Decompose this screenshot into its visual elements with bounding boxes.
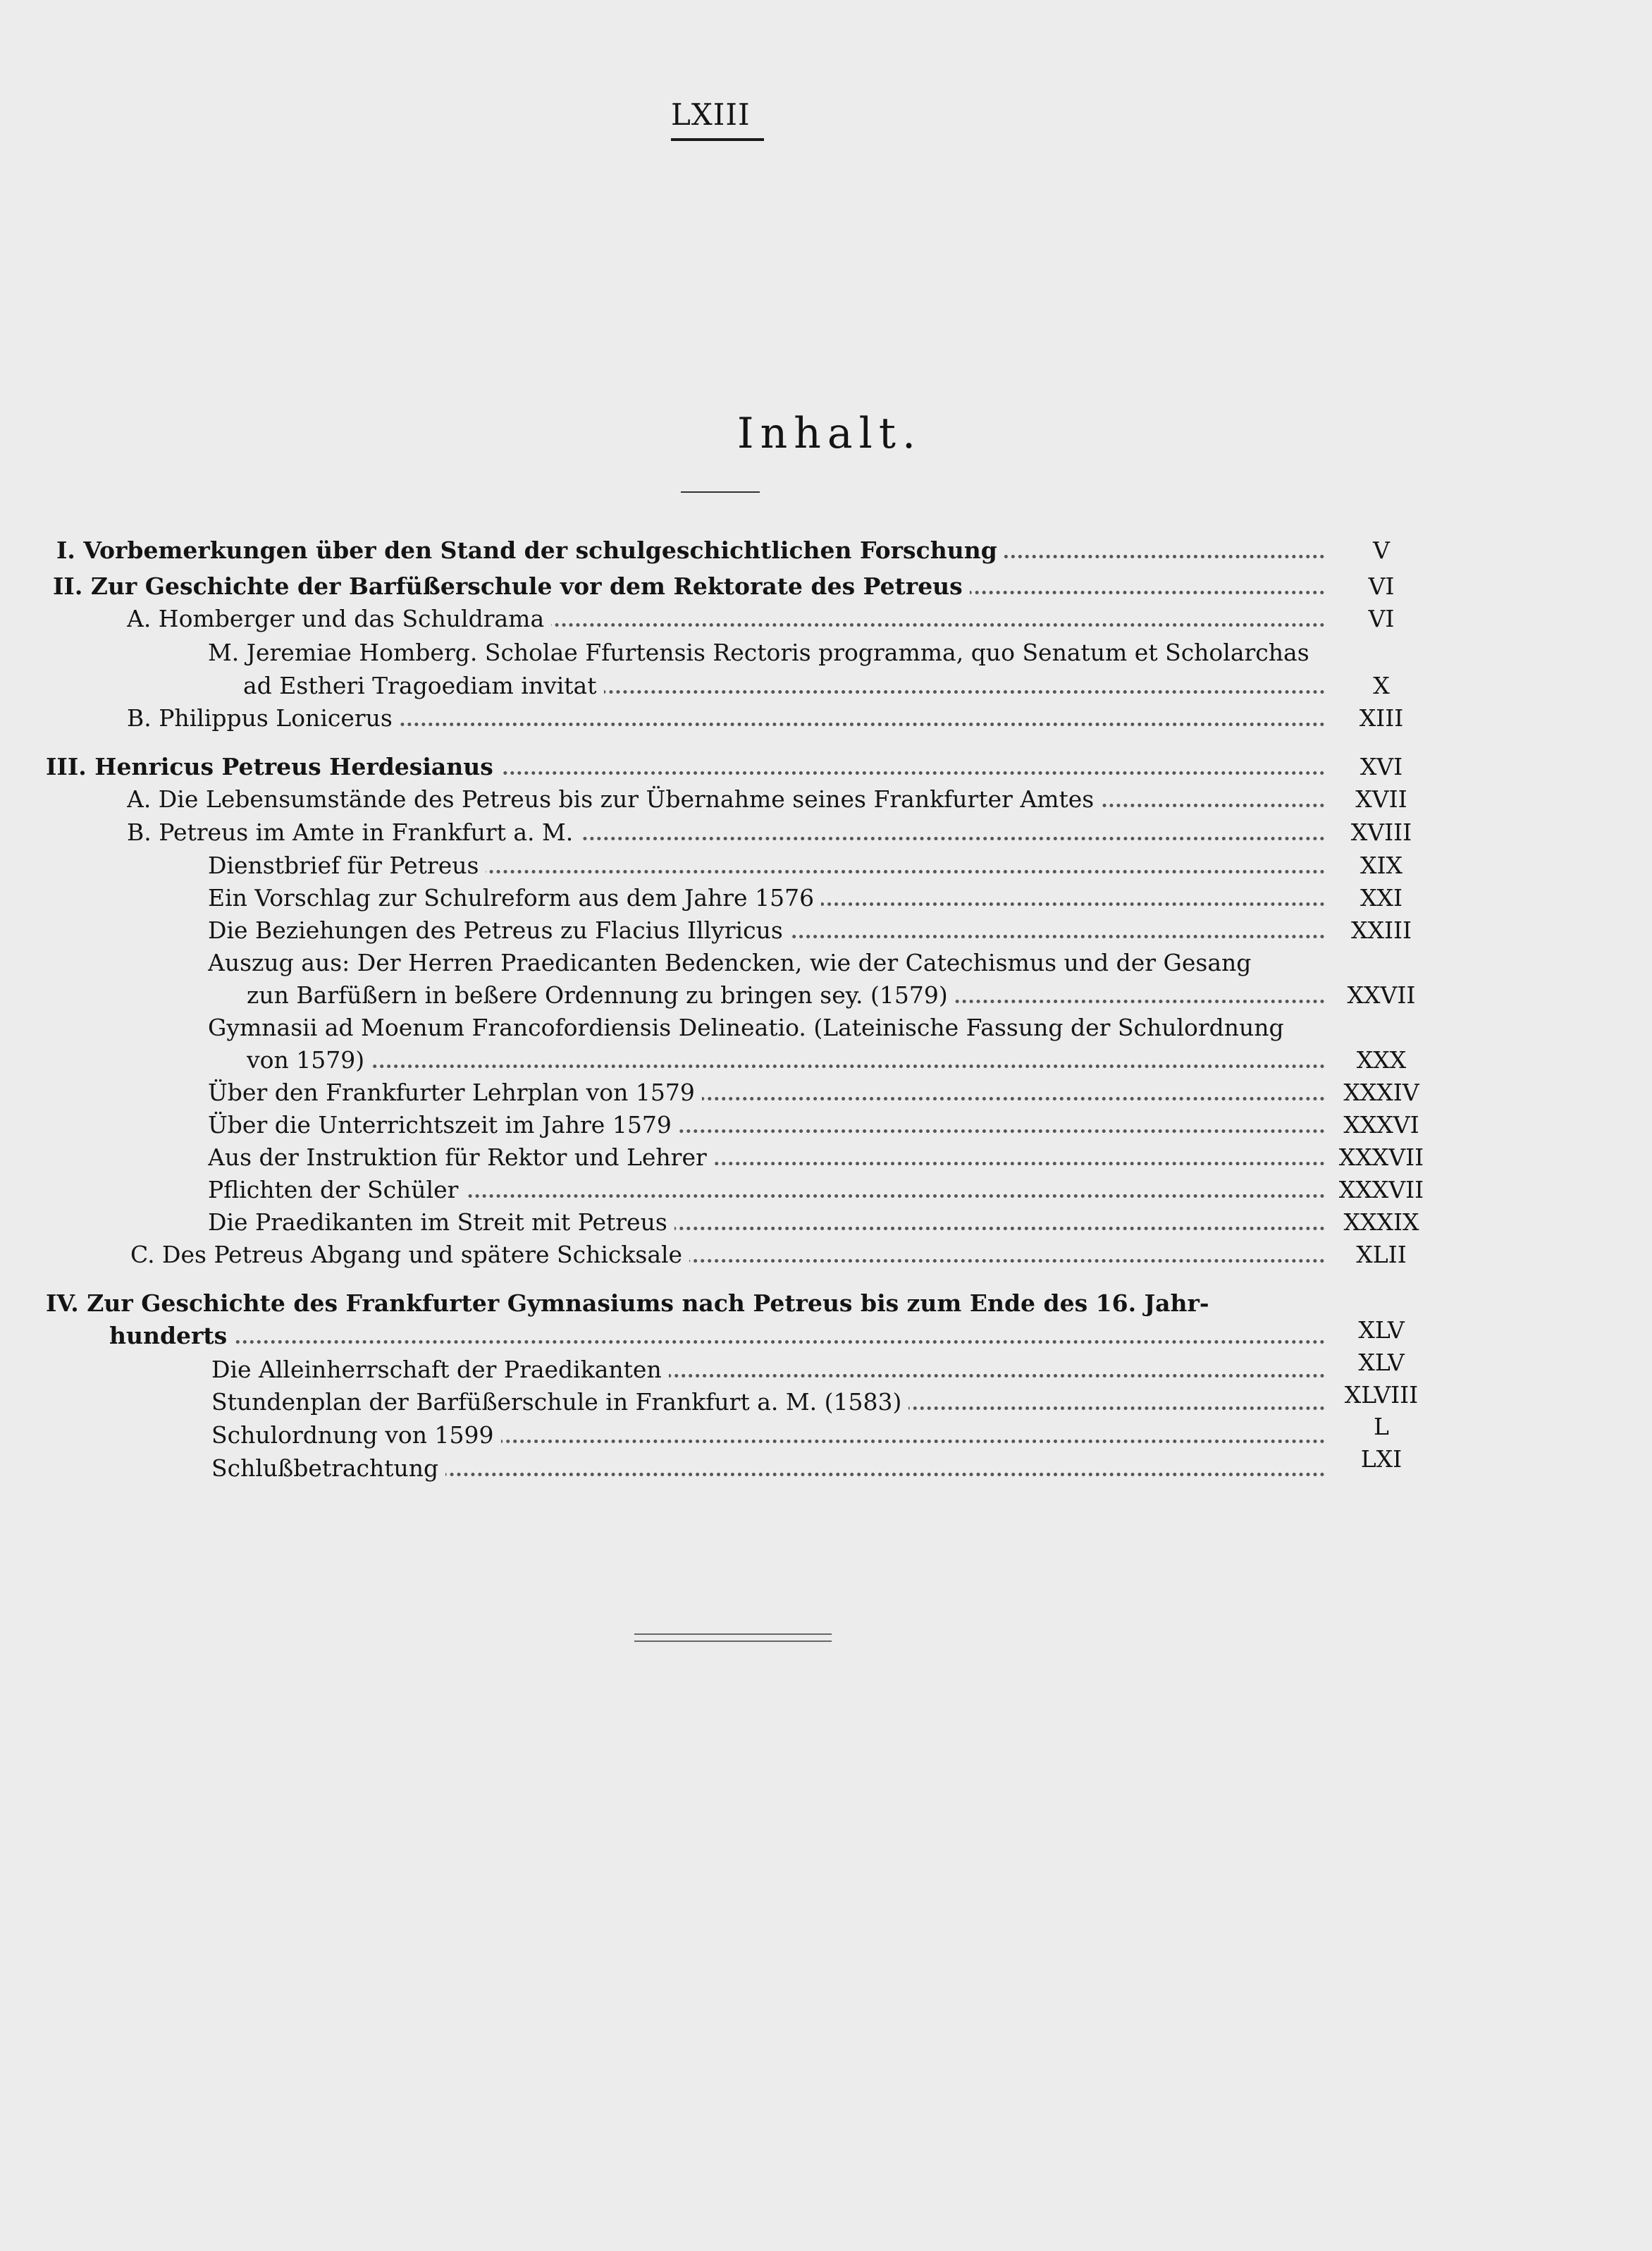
- toc-page-3: VI: [1368, 605, 1395, 632]
- toc-entry-6: B. Philippus Lonicerus: [127, 702, 1325, 735]
- toc-entry-4: M. Jeremiae Homberg. Scholae Ffurtensis Rectoris programma, quo Senatum et Scholarchas: [208, 637, 1329, 669]
- toc-entry-9: B. Petreus im Amte in Frankfurt a. M.: [127, 816, 1325, 849]
- toc-entry-28: Schlußbetrachtung: [211, 1452, 1325, 1485]
- toc-entry-22: C. Des Petreus Abgang und spätere Schicksale: [130, 1239, 1325, 1271]
- toc-entry-17: Über den Frankfurter Lehrplan von 1579: [208, 1077, 1325, 1109]
- toc-entry-1: I. Vorbemerkungen über den Stand der schulgeschichtlichen Forschung: [56, 534, 1325, 567]
- toc-page-14: XXVII: [1347, 981, 1416, 1009]
- toc-page-16: XXX: [1356, 1046, 1407, 1074]
- toc-entry-7: III. Henricus Petreus Herdesianus: [46, 751, 1325, 783]
- toc-page-8: XVII: [1355, 785, 1407, 813]
- toc-page-22: XLII: [1356, 1241, 1407, 1268]
- page-number-rule: [671, 138, 764, 141]
- toc-entry-26: Stundenplan der Barfüßerschule in Frankfurt a. M. (1583): [211, 1386, 1325, 1418]
- toc-entry-27: Schulordnung von 1599: [211, 1419, 1325, 1452]
- toc-entry-11: Ein Vorschlag zur Schulreform aus dem Jahre 1576: [208, 882, 1325, 914]
- page-title: Inhalt.: [736, 409, 923, 458]
- toc-entry-14: zun Barfüßern in beßere Ordennung zu bringen sey. (1579): [247, 979, 1325, 1012]
- toc-page-11: XXI: [1360, 884, 1403, 912]
- toc-entry-12: Die Beziehungen des Petreus zu Flacius Illyricus: [208, 914, 1325, 947]
- toc-entry-2: II. Zur Geschichte der Barfüßerschule vor dem Rektorate des Petreus: [53, 570, 1325, 603]
- toc-entry-13: Auszug aus: Der Herren Praedicanten Bedencken, wie der Catechismus und der Gesang: [208, 947, 1329, 979]
- toc-page-10: XIX: [1360, 852, 1403, 879]
- toc-entry-10: Dienstbrief für Petreus: [208, 850, 1325, 882]
- toc-page-25: XLV: [1358, 1349, 1405, 1376]
- toc-page-17: XXXIV: [1343, 1079, 1419, 1106]
- toc-page-24: XLV: [1358, 1316, 1405, 1344]
- toc-entry-23: IV. Zur Geschichte des Frankfurter Gymnasiums nach Petreus bis zum Ende des 16. Jahr-: [46, 1287, 1332, 1320]
- toc-entry-19: Aus der Instruktion für Rektor und Lehrer: [208, 1141, 1325, 1174]
- toc-entry-18: Über die Unterrichtszeit im Jahre 1579: [208, 1109, 1325, 1141]
- toc-entry-25: Die Alleinherrschaft der Praedikanten: [211, 1354, 1325, 1386]
- toc-page-2: VI: [1368, 572, 1395, 600]
- toc-entry-5: ad Estheri Tragoediam invitat: [243, 670, 1325, 702]
- toc-page-7: XVI: [1360, 753, 1403, 780]
- toc-page-19: XXXVII: [1338, 1143, 1424, 1171]
- toc-page-20: XXXVII: [1338, 1176, 1424, 1203]
- toc-entry-15: Gymnasii ad Moenum Francofordiensis Delineatio. (Lateinische Fassung der Schulordnung: [208, 1012, 1329, 1044]
- toc-entry-3: A. Homberger und das Schuldrama: [127, 603, 1325, 635]
- toc-page-27: L: [1374, 1413, 1389, 1440]
- page-number: LXIII: [671, 97, 751, 132]
- toc-page-26: XLVIII: [1344, 1381, 1419, 1409]
- toc-page-12: XXIII: [1350, 916, 1412, 944]
- toc-entry-21: Die Praedikanten im Streit mit Petreus: [208, 1206, 1325, 1239]
- end-ornament-rule: [634, 1633, 832, 1642]
- toc-entry-20: Pflichten der Schüler: [208, 1174, 1325, 1206]
- toc-entry-24: hunderts: [109, 1320, 1325, 1352]
- toc-page-6: XIII: [1359, 704, 1404, 732]
- title-rule: [681, 491, 760, 493]
- toc-page-21: XXXIX: [1343, 1208, 1419, 1236]
- toc-page-18: XXXVI: [1343, 1111, 1419, 1139]
- toc-page-28: LXI: [1360, 1445, 1403, 1473]
- toc-page-1: V: [1373, 536, 1390, 564]
- toc-page-5: X: [1373, 672, 1390, 699]
- toc-entry-16: von 1579): [247, 1044, 1325, 1077]
- toc-entry-8: A. Die Lebensumstände des Petreus bis zur Übernahme seines Frankfurter Amtes: [127, 783, 1325, 816]
- toc-page-9: XVIII: [1350, 818, 1412, 846]
